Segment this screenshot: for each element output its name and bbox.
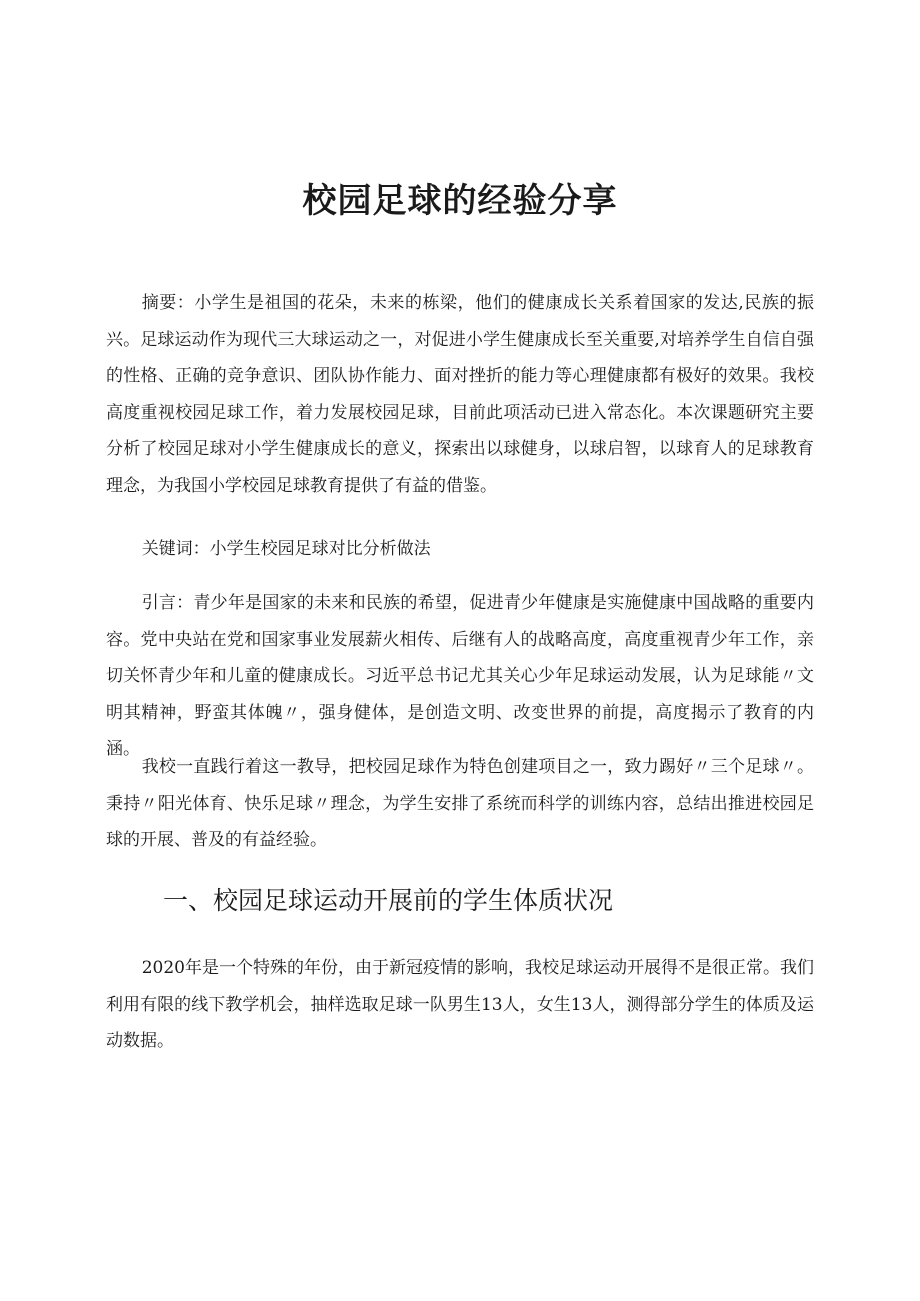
section-heading: 一、校园足球运动开展前的学生体质状况 [163, 886, 614, 915]
section-body-paragraph: 2020年是一个特殊的年份，由于新冠疫情的影响，我校足球运动开展得不是很正常。我们利用有限的线下教学机会，抽样选取足球一队男生13人，女生13人，测得部分学生的体质及运动数据。 [106, 958, 814, 1051]
introduction-paragraph: 引言：青少年是国家的未来和民族的希望，促进青少年健康是实施健康中国战略的重要内容。党中央站在党和国家事业发展薪火相传、后继有人的战略高度，高度重视青少年工作，亲切关怀青少年和儿童的健康成长。习近平总书记尤其关心少年足球运动发展，认为足球能〃文明其精神，野蛮其体魄〃，强身健体，是创造文明、改变世界的前提，高度揭示了教育的内涵。 [106, 593, 814, 759]
abstract-paragraph: 摘要：小学生是祖国的花朵，未来的栋梁，他们的健康成长关系着国家的发达,民族的振兴。足球运动作为现代三大球运动之一，对促进小学生健康成长至关重要,对培养学生自信自强的性格、正确的竞争意识、团队协作能力、面对挫折的能力等心理健康都有极好的效果。我校高度重视校园足球工作，着力发展校园足球，目前此项活动已进入常态化。本次课题研究主要分析了校园足球对小学生健康成长的意义，探索出以球健身，以球启智，以球育人的足球教育理念，为我国小学校园足球教育提供了有益的借鉴。 [106, 293, 814, 496]
keywords-paragraph: 关键词：小学生校园足球对比分析做法 [141, 539, 431, 559]
document-title: 校园足球的经验分享 [302, 180, 618, 221]
school-practice-paragraph: 我校一直践行着这一教导，把校园足球作为特色创建项目之一，致力踢好〃三个足球〃。秉持〃阳光体育、快乐足球〃理念，为学生安排了系统而科学的训练内容，总结出推进校园足球的开展、普及的有益经验。 [106, 757, 814, 850]
